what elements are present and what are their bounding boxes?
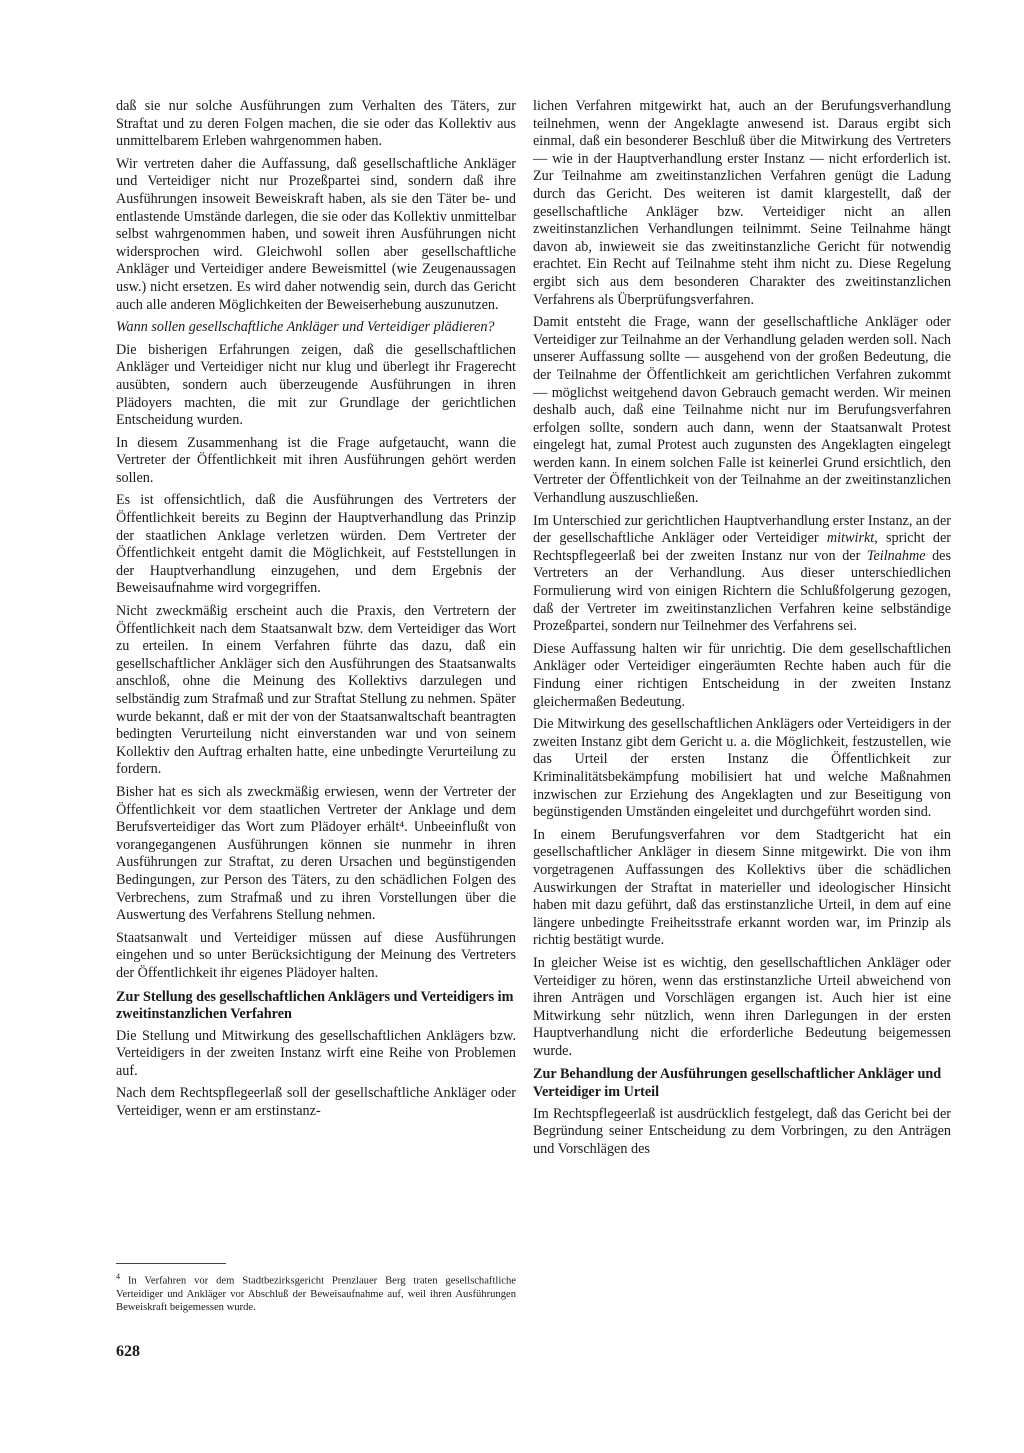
paragraph: Diese Auffassung halten wir für unrichtig. Die dem gesellschaftlichen Ankläger oder Verteidiger eingeräumten Rechte haben auch für die Findung einer richtigen Entscheidung in der zweiten Instanz gleichermaßen Bedeutung. [533,640,951,710]
section-heading: Zur Stellung des gesellschaftlichen Anklägers und Verteidigers im zweitinstanzlichen Verfahren [116,988,514,1023]
paragraph: Es ist offensichtlich, daß die Ausführungen des Vertreters der Öffentlichkeit bereits zu Beginn der Hauptverhandlung das Prinzip der staatlichen Anklage verletzen würden. Dem Vertreter der Öffentlichkeit entgeht damit die Möglichkeit, auf Feststellungen in der Hauptverhandlung einzugehen, und dem Ergebnis der Beweisaufnahme wird vorgegriffen. [116,492,516,597]
paragraph [533,513,951,636]
page-number: 628 [116,1343,140,1360]
emphasis: Teilnahme [866,547,926,564]
paragraph: Nicht zweckmäßig erscheint auch die Praxis, den Vertretern der Öffentlichkeit nach dem Staatsanwalt bzw. dem Verteidiger das Wort zu erteilen. In einem Verfahren führte das dazu, daß ein gesellschaftlicher Ankläger sich den Ausführungen des Staatsanwalts anschloß, ohne die Meinung des Kollektivs darzulegen und selbständig zum Strafmaß und zur Straftat Stellung zu nehmen. Später wurde bekannt, daß er mit der von der Staatsanwaltschaft beantragten bedingten Verurteilung nicht einverstanden war und von seinem Kollektiv den Auftrag erhalten hatte, eine unbedingte Verurteilung zu fordern. [116,603,516,778]
paragraph: Damit entsteht die Frage, wann der gesellschaftliche Ankläger oder Verteidiger zur Teilnahme an der Verhandlung geladen werden soll. Nach unserer Auffassung sollte — ausgehend von der großen Bedeutung, die der Teilnahme der Öffentlichkeit am gerichtlichen Verfahren zukommt — möglichst weitgehend davon Gebrauch gemacht werden. Wir meinen deshalb auch, daß eine Teilnahme nicht nur im Berufungsverfahren erfolgen sollte, sondern auch dann, wenn der Staatsanwalt Protest eingelegt hat, zumal Protest auch zugunsten des Angeklagten eingelegt werden kann. In einem solchen Falle ist keinerlei Grund ersichtlich, den Vertreter der Öffentlichkeit von der Teilnahme an der zweitinstanzlichen Verhandlung auszuschließen. [533,314,951,507]
paragraph: Nach dem Rechtspflegeerlaß soll der gesellschaftliche Ankläger oder Verteidiger, wenn er am erstinstanz- [116,1085,516,1120]
paragraph: Die Mitwirkung des gesellschaftlichen Anklägers oder Verteidigers in der zweiten Instanz gibt dem Gericht u. a. die Möglichkeit, festzustellen, wie das Urteil der ersten Instanz die Öffentlichkeit zur Kriminalitätsbekämpfung mobilisiert hat und welche Maßnahmen inzwischen zur Erziehung des Angeklagten und zur Beseitigung von begünstigenden Umständen eingeleitet und durchgeführt worden sind. [533,716,951,821]
paragraph: In gleicher Weise ist es wichtig, den gesellschaftlichen Ankläger oder Verteidiger zu hören, wenn das erstinstanzliche Urteil abweichend von ihren Anträgen und Vorschlägen ergangen ist. Auch hier ist eine Mitwirkung sehr nützlich, wenn ihren Darlegungen in der ersten Hauptverhandlung nicht die erforderliche Bedeutung beigemessen wurde. [533,954,951,1059]
paragraph: Im Rechtspflegeerlaß ist ausdrücklich festgelegt, daß das Gericht bei der Begründung seiner Entscheidung zu dem Vorbringen, zu den Anträgen und Vorschlägen des [533,1105,951,1157]
paragraph: Wir vertreten daher die Auffassung, daß gesellschaftliche Ankläger und Verteidiger nicht nur Prozeßpartei sind, sondern daß ihre Ausführungen insoweit Beweiskraft haben, als sie den Täter be- und entlastende Umstände darlegen, die sie oder das Kollektiv unmittelbar selbst wahrgenommen haben, und soweit ihren Ausführungen nicht widersprochen wird. Gleichwohl sollen aber gesellschaftliche Ankläger und Verteidiger andere Beweismittel (wie Zeugenaussagen usw.) nicht ersetzen. Es wird daher notwendig sein, durch das Gericht auch alle anderen Möglichkeiten der Beweiserhebung auszunutzen. [116,155,516,313]
footnote-marker: 4 [116,1272,120,1281]
section-question-heading: Wann sollen gesellschaftliche Ankläger und Verteidiger plädieren? [116,319,495,336]
paragraph: Die bisherigen Erfahrungen zeigen, daß die gesellschaftlichen Ankläger und Verteidiger nicht nur klug und überlegt ihr Fragerecht ausübten, sondern auch überzeugende Ausführungen in ihren Plädoyers machten, die mit zur Grundlage der gerichtlichen Entscheidung wurden. [116,341,516,429]
text-run: , spricht der Rechtspflegeerlaß bei der zweiten Instanz nur von der [533,530,952,564]
paragraph: lichen Verfahren mitgewirkt hat, auch an der Berufungsverhandlung teilnehmen, wenn der Angeklagte anwesend ist. Daraus ergibt sich einmal, daß ein besonderer Beschluß über die Mitwirkung des Vertreters — wie in der Hauptverhandlung erster Instanz — nicht erforderlich ist. Zur Teilnahme am zweitinstanzlichen Verfahren genügt die Ladung durch das Gericht. Des weiteren ist damit klargestellt, daß der gesellschaftliche Ankläger bzw. Verteidiger nicht an allen zweitinstanzlichen Verhandlungen teilnimmt. Seine Teilnahme hängt davon ab, inwieweit sie das zweitinstanzliche Gericht für notwendig erachtet. Ein Recht auf Teilnahme steht ihm nicht zu. Diese Regelung ergibt sich aus dem besonderen Charakter des zweitinstanzlichen Verfahrens als Überprüfungsverfahren. [533,98,951,308]
paragraph: Bisher hat es sich als zweckmäßig erwiesen, wenn der Vertreter der Öffentlichkeit vor dem staatlichen Vertreter der Anklage und dem Berufsverteidiger das Wort zum Plädoyer erhält⁴. Unbeeinflußt von vorangegangenen Ausführungen können sie nunmehr in ihren Ausführungen zur Straftat, zu deren Ursachen und begünstigenden Bedingungen, zur Person des Täters, zu den schädlichen Folgen des Verbrechens, zum Strafmaß und zu ihren Vorstellungen über die Auswertung des Verfahrens Stellung nehmen. [116,783,516,924]
footnote-divider [116,1263,226,1264]
emphasis: mitwirkt [826,530,875,547]
paragraph: daß sie nur solche Ausführungen zum Verhalten des Täters, zur Straftat und zu deren Folgen machen, die sie oder das Kollektiv aus unmittelbarem Erleben wahrgenommen haben. [116,98,516,150]
paragraph: In einem Berufungsverfahren vor dem Stadtgericht hat ein gesellschaftlicher Ankläger in diesem Sinne mitgewirkt. Die von ihm vorgetragenen Auffassungen des Kollektivs über die schädlichen Auswirkungen der Straftat in materieller und ideologischer Hinsicht haben mit dazu geführt, daß das erstinstanzliche Urteil, in dem auf eine längere unbedingte Freiheitsstrafe erkannt worden war, im Prinzip als richtig bestätigt wurde. [533,826,951,949]
right-column [533,98,951,1163]
text-run: des Vertreters an der Verhandlung. Aus dieser unterschiedlichen Formulierung wird von einigen Richtern die Schlußfolgerung gezogen, daß der Vertreter im zweitinstanzlichen Verfahren keine selbständige Prozeßpartei, sondern nur Teilnehmer des Verfahrens sei. [533,547,951,635]
paragraph: In diesem Zusammenhang ist die Frage aufgetaucht, wann die Vertreter der Öffentlichkeit mit ihren Ausführungen gehört werden sollen. [116,434,516,486]
footnote-text: In Verfahren vor dem Stadtbezirksgericht Prenzlauer Berg traten gesellschaftliche Verteidiger und Ankläger vor Abschluß der Beweisaufnahme auf, weil ihren Ausführungen Beweiskraft beigemessen wurde. [116,1275,516,1313]
paragraph: Die Stellung und Mitwirkung des gesellschaftlichen Anklägers bzw. Verteidigers in der zweiten Instanz wirft eine Reihe von Problemen auf. [116,1027,516,1079]
text-run: Im Unterschied zur gerichtlichen Hauptverhandlung erster Instanz, an der der gesellschaftliche Ankläger oder Verteidiger [533,512,951,547]
left-column [116,98,516,1126]
paragraph: Staatsanwalt und Verteidiger müssen auf diese Ausführungen eingehen und so unter Berücksichtigung der Meinung des Vertreters der Öffentlichkeit ihr eigenes Plädoyer halten. [116,929,516,981]
footnote [116,1270,516,1314]
section-heading: Zur Behandlung der Ausführungen gesellschaftlicher Ankläger und Verteidiger im Urteil [533,1066,942,1101]
